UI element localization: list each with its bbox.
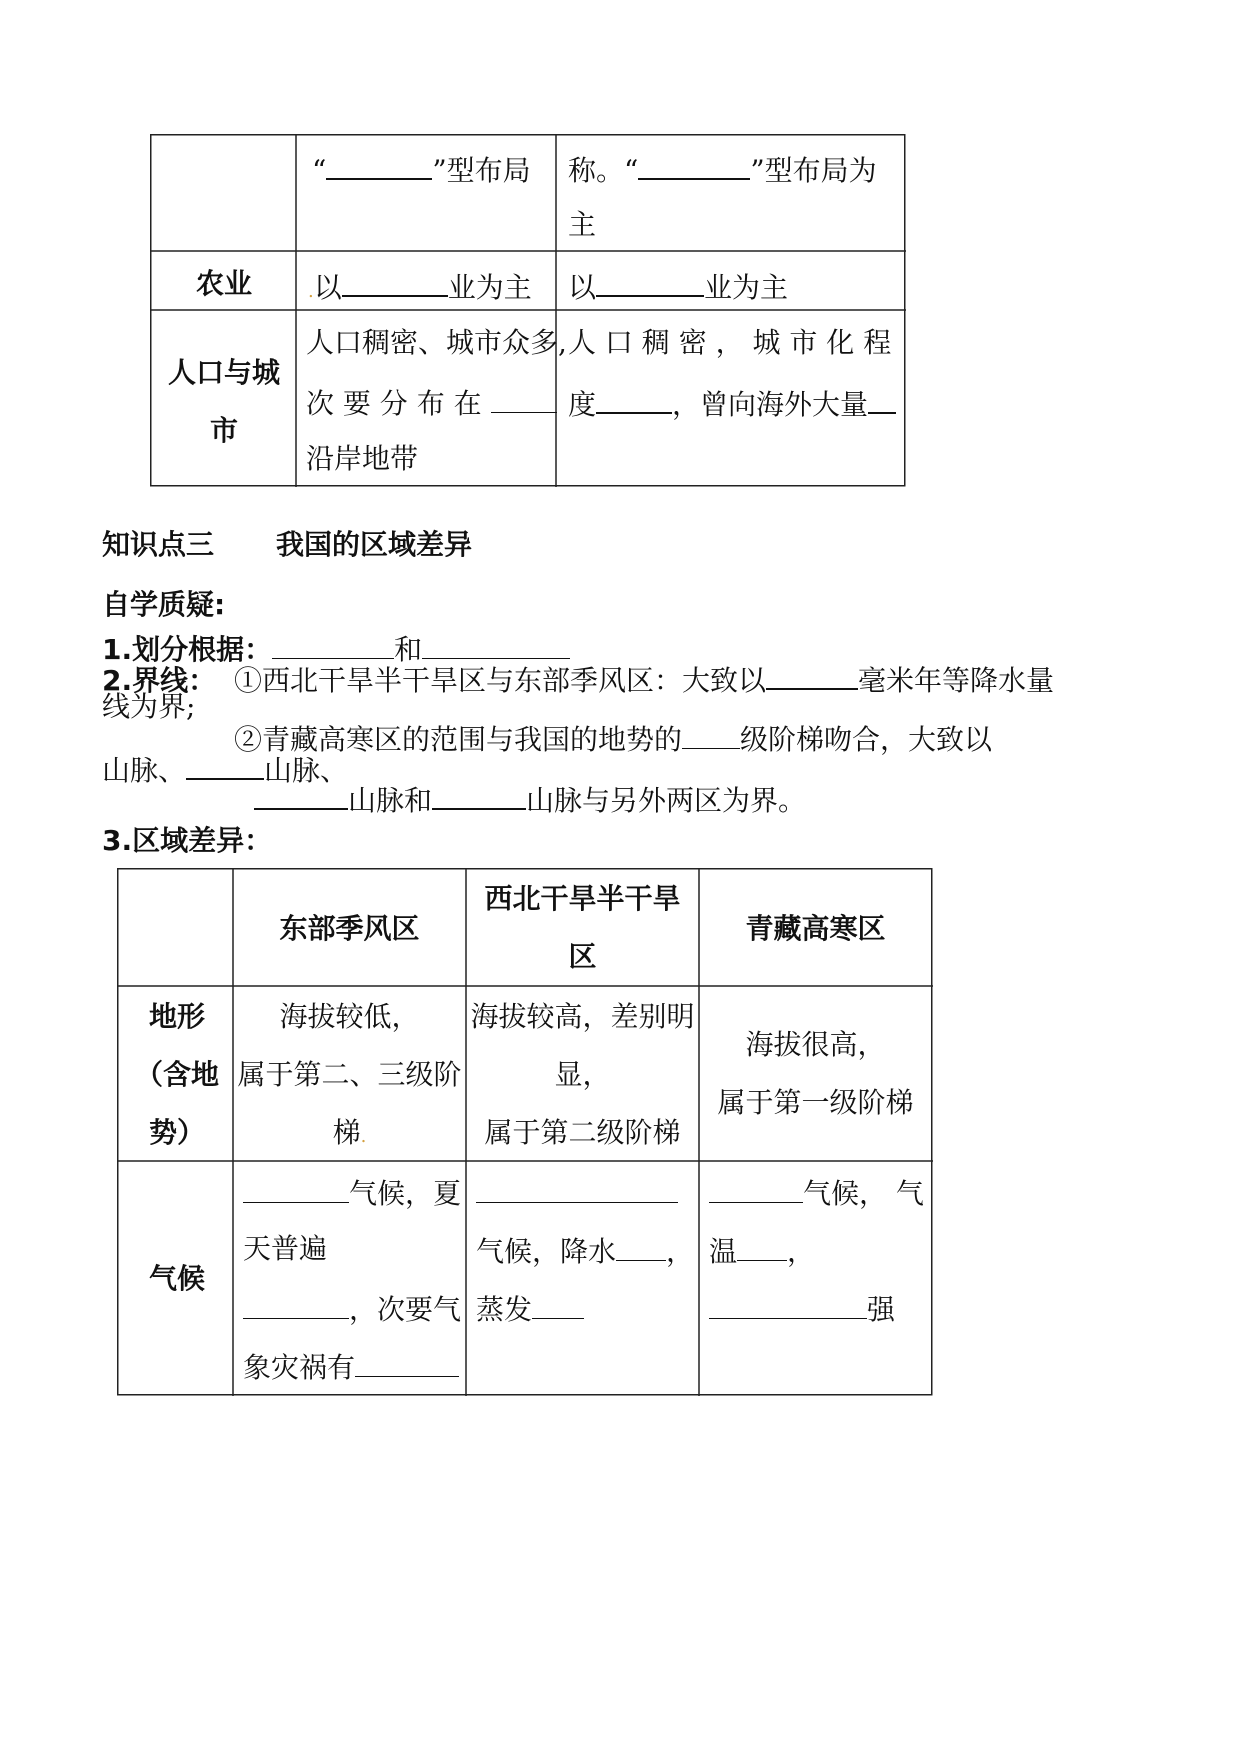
t1-r3-col2-line3: 沿岸地带 [306, 442, 419, 475]
item-2-line5: 山脉和 山脉与另外两区为界。 [254, 780, 806, 818]
t1-r1-col3-line1: 称。“ ”型布局为 [568, 150, 877, 188]
table-2 [117, 868, 933, 1396]
t2-header-east: 东部季风区 [279, 912, 420, 945]
t1-r3-col2-line2: 次 要 分 布 在 [306, 384, 557, 421]
item-3-label: 3.区域差异： [102, 824, 273, 857]
t2-header-northwest-line2: 区 [568, 940, 597, 973]
t2-terrain-nw-1: 海拔较高，差别明 [470, 1000, 695, 1033]
t2-terrain-label-3: 势） [149, 1116, 206, 1149]
t1-row-label-pop-line1: 人口与城 [168, 356, 281, 389]
item-2-line3: ②青藏高寒区的范围与我国的地势的 级阶梯吻合，大致以 [234, 720, 992, 757]
t2-climate-east-4: 象灾祸有 [243, 1348, 459, 1385]
t2-climate-nw-1 [476, 1174, 678, 1211]
t2-climate-east-1: 气候，夏 [243, 1174, 461, 1211]
section-heading-label: 知识点三 [102, 528, 215, 561]
t2-terrain-label-1: 地形 [149, 1000, 206, 1033]
t2-climate-label: 气候 [149, 1262, 206, 1295]
t2-climate-tibet-1: 气候， 气 [709, 1174, 924, 1211]
t1-row-label-pop-line2: 市 [210, 414, 239, 447]
item-2-line1: 2.界线： ①西北干旱半干旱区与东部季风区：大致以 毫米年等降水量 [102, 660, 1054, 698]
item-2-line4: 山脉、 山脉、 [102, 750, 348, 788]
t2-climate-tibet-2: 温 ， [709, 1232, 815, 1269]
t2-climate-east-2: 天普遍 [243, 1232, 328, 1265]
section-heading-title: 我国的区域差异 [276, 528, 473, 561]
t1-r3-col3-line1: 人 口 稠 密 ， 城 市 化 程 [568, 326, 892, 359]
t2-terrain-east-1: 海拔较低， [279, 1000, 420, 1033]
t1-r1-col2: “ ”型布局 [312, 150, 531, 188]
item-1: 1.划分根据： 和 [102, 630, 570, 667]
t2-climate-nw-2: 气候，降水 ， [476, 1232, 694, 1269]
t1-r3-col2-line1: 人口稠密、城市众多, [306, 326, 567, 359]
table-1 [150, 134, 906, 487]
t1-r3-col3-line2: 度 ，曾向海外大量 [568, 384, 896, 422]
t2-climate-nw-3: 蒸发 [476, 1290, 584, 1327]
t2-climate-east-3: ，次要气 [243, 1290, 461, 1327]
t1-r1-col3-line2: 主 [568, 208, 597, 241]
t2-climate-tibet-3: 强 [709, 1290, 895, 1327]
t2-terrain-tibet-2: 属于第一级阶梯 [717, 1086, 914, 1119]
t2-terrain-east-2: 属于第二、三级阶 [237, 1058, 462, 1091]
t1-r2-col3: 以 业为主 [568, 267, 788, 305]
t2-terrain-tibet-1: 海拔很高， [745, 1028, 886, 1061]
t1-r2-col2: .以 业为主 [308, 267, 532, 309]
t2-header-northwest-line1: 西北干旱半干旱 [484, 882, 681, 915]
t2-header-tibet: 青藏高寒区 [745, 912, 886, 945]
item-2-line2: 线为界; [102, 690, 196, 723]
t2-terrain-nw-3: 属于第二级阶梯 [484, 1116, 681, 1149]
t1-row-label-agriculture: 农业 [196, 267, 253, 300]
t2-terrain-nw-2: 显， [554, 1058, 611, 1091]
t2-terrain-label-2: （含地 [135, 1058, 220, 1091]
self-study-label: 自学质疑: [102, 588, 226, 621]
t2-terrain-east-3: 梯. [332, 1116, 367, 1149]
